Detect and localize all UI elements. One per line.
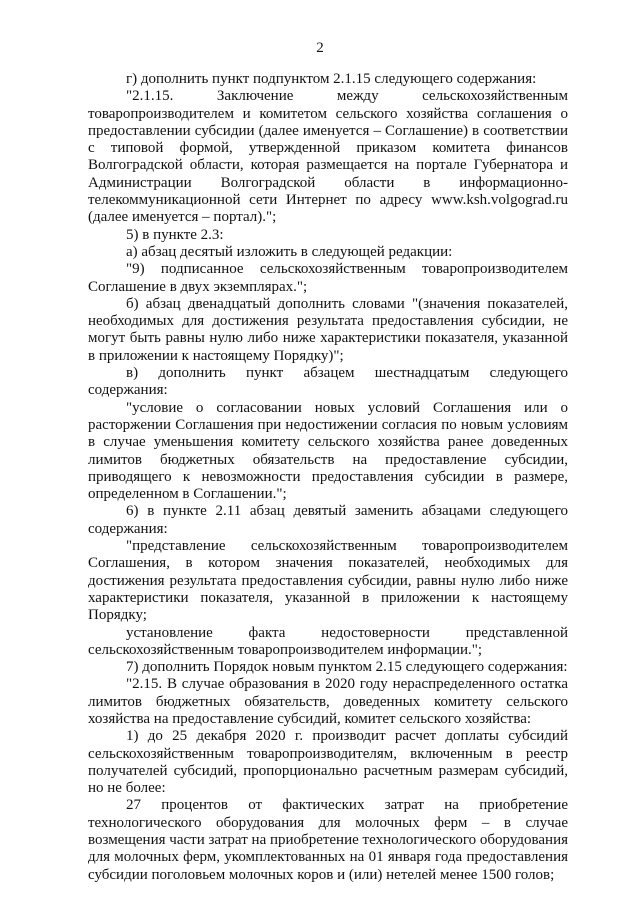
- paragraph: г) дополнить пункт подпунктом 2.1.15 следующего содержания:: [126, 71, 537, 87]
- paragraph: в) дополнить пункт абзацем шестнадцатым следующего содержания:: [88, 365, 568, 399]
- paragraph: 1) до 25 декабря 2020 г. производит расчет доплаты субсидий сельскохозяйственным товаропроизводителям, включенным в реестр получателей субсидий, пропорционально расчетным размерам субсидий, но не более:: [88, 728, 568, 797]
- paragraph: а) абзац десятый изложить в следующей редакции:: [126, 243, 453, 260]
- paragraph: б) абзац двенадцатый дополнить словами "(значения показателей, необходимых для достижения результата предоставления субсидии, не могут быть равны нулю либо ниже характеристики показателя, указанной в приложении к настоящему Порядку)";: [88, 295, 568, 364]
- paragraph: "2.15. В случае образования в 2020 году нераспределенного остатка лимитов бюджетных обязательств, доведенных комитету сельского хозяйства на предоставление субсидий, комитет сельского хозяйства:: [88, 676, 568, 727]
- paragraph: "представление сельскохозяйственным товаропроизводителем Соглашения, в котором значения показателей, необходимых для достижения результата предоставления субсидии, равны нулю либо ниже характеристики показателя, указанной в приложении к настоящему Порядку;: [88, 538, 568, 624]
- paragraph: 27 процентов от фактических затрат на приобретение технологического оборудования для молочных ферм – в случае возмещения части затрат на приобретение технологического оборудования для молочных ферм, укомплектованных на 01 января года предоставления субсидии поголовьем молочных коров и (или) нетелей менее 1500 голов;: [88, 797, 568, 883]
- paragraph: 6) в пункте 2.11 абзац девятый заменить абзацами следующего содержания:: [88, 503, 568, 537]
- paragraph: 7) дополнить Порядок новым пунктом 2.15 следующего содержания:: [126, 659, 568, 676]
- document-body: [88, 71, 568, 884]
- paragraph: 5) в пункте 2.3:: [126, 226, 224, 243]
- page-number: 2: [316, 40, 324, 56]
- paragraph: "условие о согласовании новых условий Соглашения или о расторжении Соглашения при недостижении согласия по новым условиям в случае уменьшения комитету сельского хозяйства ранее доведенных лимитов бюджетных обязательств на предоставление субсидии, приводящего к невозможности предоставления субсидии в размере, определенном в Соглашении.";: [88, 399, 568, 503]
- paragraph: "9) подписанное сельскохозяйственным товаропроизводителем Соглашение в двух экземплярах.";: [88, 261, 568, 295]
- paragraph: "2.1.15. Заключение между сельскохозяйственным товаропроизводителем и комитетом сельского хозяйства соглашения о предоставлении субсидии (далее именуется – Соглашение) в соответствии с типовой формой, утвержденной приказом комитета финансов Волгоградской области, которая размещается на портале Губернатора и Администрации Волгоградской области в информационно-телекоммуникационной сети Интернет по адресу www.ksh.volgograd.ru (далее именуется – портал).";: [88, 88, 568, 226]
- paragraph: установление факта недостоверности представленной сельскохозяйственным товаропроизводителем информации.";: [88, 624, 568, 658]
